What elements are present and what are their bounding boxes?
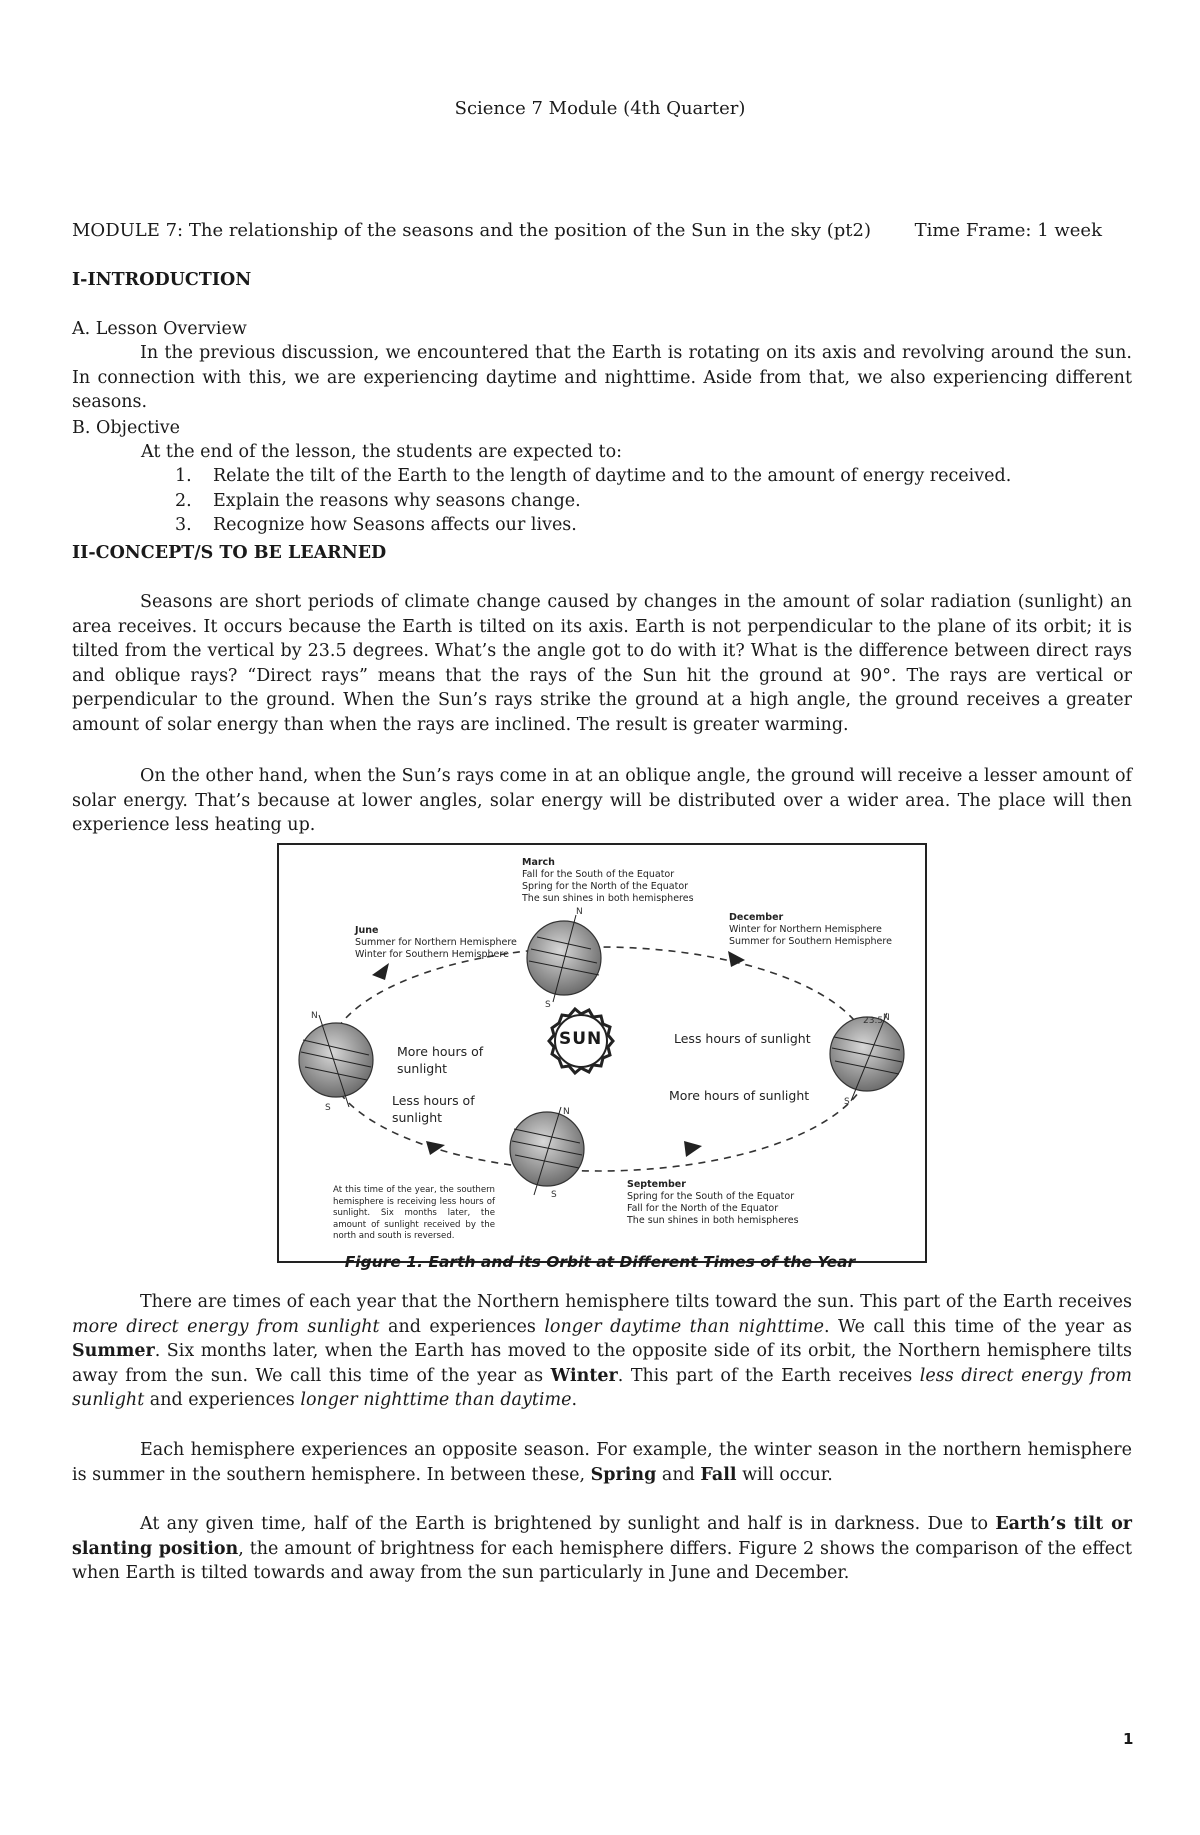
earth-march-icon <box>527 915 601 1002</box>
pole-south: S <box>545 1000 551 1010</box>
pole-north: N <box>883 1013 890 1023</box>
pole-south: S <box>551 1190 557 1200</box>
lesson-overview-text: In the previous discussion, we encountered that the Earth is rotating on its axis and revolving around the sun. In connection with this, we are experiencing daytime and nighttime. Aside from that, we also experiencing different seasons. <box>72 343 1132 412</box>
list-item: 1. Relate the tilt of the Earth to the length of daytime and to the amount of energy received. <box>175 466 1012 486</box>
less-hours-left: Less hours of sunlight <box>392 1093 475 1125</box>
concepts-paragraph-1: Seasons are short periods of climate change caused by changes in the amount of solar radiation (sunlight) an area receives. It occurs because the Earth is tilted on its axis. Earth is not perpendicular to the plane of its orbit; it is tilted from the vertical by 23.5 degrees. What’s the angle got to do with it? What is the difference between direct rays and oblique rays? “Direct rays” means that the rays of the Sun hit the ground at 90°. The rays are vertical or perpendicular to the ground. When the Sun’s rays strike the ground at a high angle, the ground receives a greater amount of solar energy than when the rays are inclined. The result is greater warming. <box>72 592 1132 735</box>
list-item: 3. Recognize how Seasons affects our lives. <box>175 515 577 535</box>
pole-south: S <box>844 1097 850 1107</box>
concepts-paragraph-4: Each hemisphere experiences an opposite season. For example, the winter season in the northern hemisphere is summer in the southern hemisphere. In between these, Spring and Fall will occur. <box>72 1440 1132 1485</box>
tilt-angle-label: 23.5 <box>863 1016 884 1026</box>
earth-june-icon <box>299 1015 373 1107</box>
hemisphere-note: At this time of the year, the southern hemisphere is receiving less hours of sunlight. Six months later, the amount of sunlight received by the north and south is reversed. <box>333 1185 495 1241</box>
concepts-paragraph-5: At any given time, half of the Earth is brightened by sunlight and half is in darkness. Due to Earth’s tilt or slanting position, the amount of brightness for each hemisphere differs. Figure 2 shows the comparison of the effect when Earth is tilted towards and away from the sun particularly in June and December. <box>72 1514 1132 1583</box>
figure-caption: Figure 1. Earth and its Orbit at Different Times of the Year <box>344 1253 856 1271</box>
orbit-arrow <box>728 951 745 967</box>
orbit-arrow <box>426 1141 445 1155</box>
earth-december-icon <box>830 1013 904 1101</box>
introduction-heading: I-INTRODUCTION <box>72 270 252 290</box>
less-hours-right: Less hours of sunlight <box>674 1031 811 1046</box>
june-label: June Summer for Northern Hemisphere Winter for Southern Hemisphere <box>355 925 517 960</box>
seasons-orbit-figure <box>277 843 927 1263</box>
lesson-overview-label: A. Lesson Overview <box>72 319 247 339</box>
sun-label: SUN <box>559 1029 603 1049</box>
concepts-paragraph-3: There are times of each year that the Northern hemisphere tilts toward the sun. This part of the Earth receives more direct energy from sunlight and experiences longer daytime than nighttime. We call this time of the year as Summer. Six months later, when the Earth has moved to the opposite side of its orbit, the Northern hemisphere tilts away from the sun. We call this time of the year as Winter. This part of the Earth receives less direct energy from sunlight and experiences longer nighttime than daytime. <box>72 1292 1133 1410</box>
page-header: Science 7 Module (4th Quarter) <box>454 98 746 119</box>
orbit-arrow <box>684 1141 702 1157</box>
objective-label: B. Objective <box>72 418 180 438</box>
list-item: 2. Explain the reasons why seasons change. <box>175 490 581 511</box>
more-hours-left: More hours of sunlight <box>397 1044 484 1076</box>
pole-north: N <box>576 907 583 917</box>
concepts-paragraph-2: On the other hand, when the Sun’s rays come in at an oblique angle, the ground will receive a lesser amount of solar energy. That’s because at lower angles, solar energy will be distributed over a wider area. The place will then experience less heating up. <box>72 766 1132 835</box>
page-number: 1 <box>1123 1730 1134 1748</box>
september-label: September Spring for the South of the Equator Fall for the North of the Equator The sun shines in both hemispheres <box>627 1179 799 1226</box>
module-title: MODULE 7: The relationship of the seasons and the position of the Sun in the sky (pt2) <box>72 220 871 241</box>
objective-intro: At the end of the lesson, the students are expected to: <box>141 442 623 462</box>
module-title-line <box>72 220 1102 241</box>
concepts-heading: II-CONCEPT/S TO BE LEARNED <box>72 543 387 563</box>
pole-north: N <box>311 1011 318 1021</box>
time-frame: Time Frame: 1 week <box>914 220 1102 241</box>
december-label: December Winter for Northern Hemisphere Summer for Southern Hemisphere <box>729 912 892 947</box>
earth-september-icon <box>510 1107 584 1195</box>
march-label: March Fall for the South of the Equator Spring for the North of the Equator The sun shines in both hemispheres <box>522 857 694 904</box>
pole-south: S <box>325 1103 331 1113</box>
pole-north: N <box>563 1107 570 1117</box>
more-hours-right: More hours of sunlight <box>669 1088 810 1103</box>
orbit-arrow <box>372 963 389 980</box>
objective-list <box>175 464 1011 538</box>
